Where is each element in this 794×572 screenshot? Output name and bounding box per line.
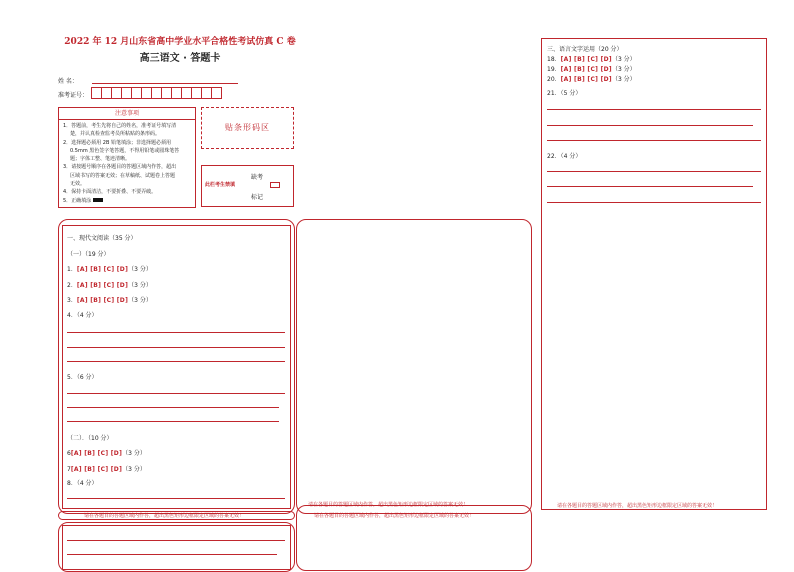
name-label: 姓 名： [58,78,78,85]
choice-options[interactable]: [A] [B] [C] [D] [70,466,123,473]
question-8: 8．（4 分） [67,480,98,487]
question-21: 21．（5 分） [547,90,582,97]
answer-line[interactable] [67,361,285,362]
answer-line[interactable] [547,125,753,126]
note-line: 2．选择题必须用 2B 铅笔填涂；非选择题必须用 [63,139,171,146]
note-line: 楚，并认真检查监考员所粘贴的条形码。 [70,131,161,138]
answer-line[interactable] [547,186,753,187]
warning-text: 请在各题目的答题区域内作答，超出黑色矩形边框限定区域的答案无效！ [84,513,245,519]
question-1[interactable]: 1．[A] [B] [C] [D]（3 分） [67,266,152,273]
question-18[interactable]: 18．[A] [B] [C] [D]（3 分） [547,56,636,63]
notes-box [58,107,196,208]
id-field[interactable] [92,87,222,99]
answer-line[interactable] [547,171,761,172]
part2-heading: （二）．（10 分） [67,435,113,442]
note-line: 区域书写的答案无效；在草稿纸、试题卷上答题 [70,172,176,179]
question-20[interactable]: 20．[A] [B] [C] [D]（3 分） [547,76,636,83]
choice-options[interactable]: [A] [B] [C] [D] [70,450,123,457]
choice-options[interactable]: [A] [B] [C] [D] [76,266,129,273]
answer-line[interactable] [67,407,279,408]
part1-heading: （一）（19 分） [67,251,110,258]
choice-options[interactable]: [A] [B] [C] [D] [560,76,612,83]
question-6[interactable]: 6[A] [B] [C] [D]（3 分） [67,450,146,457]
notes-heading: 注意事项 [59,108,195,120]
note-line: 3．请按题号顺序在各题目的答题区域内作答，超出 [63,164,177,171]
answer-line[interactable] [67,498,285,499]
absence-bottom-label: 标记 [251,194,264,201]
question-19[interactable]: 19．[A] [B] [C] [D]（3 分） [547,66,636,73]
id-label: 准考证号： [58,92,89,99]
answer-line[interactable] [67,554,277,555]
right-warning-text: 请在各题目的答题区域内作答，超出黑色矩形边框限定区域的答案无效！ [557,503,718,509]
absence-box [201,165,294,207]
middle-continue-warning: 请在各题目的答题区域内作答，超出黑色矩形边框限定区域的答案无效！ [314,513,475,519]
choice-options[interactable]: [A] [B] [C] [D] [560,66,612,73]
middle-warning-text: 请在各题目的答题区域内作答，超出黑色矩形边框限定区域的答案无效！ [308,502,469,508]
question-22: 22．（4 分） [547,153,582,160]
note-line: 题；字体工整、笔迹清晰。 [70,156,131,163]
question-7[interactable]: 7[A] [B] [C] [D]（3 分） [67,466,146,473]
question-5: 5．（6 分） [67,374,98,381]
choice-options[interactable]: [A] [B] [C] [D] [76,282,129,289]
filled-mark-sample-icon [93,198,103,202]
choice-options[interactable]: [A] [B] [C] [D] [560,56,612,63]
answer-line[interactable] [67,421,279,422]
note-line: 0.5mm 黑色签字笔答题，不得用铅笔或圆珠笔答 [70,147,180,154]
section1-heading: 一、现代文阅读（35 分） [67,235,137,242]
question-3[interactable]: 3．[A] [B] [C] [D]（3 分） [67,297,152,304]
answer-line[interactable] [547,140,761,141]
exam-title: 2022 年 12 月山东省高中学业水平合格性考试仿真 C 卷 [64,37,296,47]
answer-line[interactable] [67,540,285,541]
question-4: 4．（4 分） [67,312,98,319]
name-field[interactable] [92,83,238,84]
section1-continue-box [62,525,291,570]
section3-box [541,38,767,510]
barcode-area [201,107,294,149]
answer-line[interactable] [547,109,761,110]
notes-list [63,122,195,205]
section3-heading: 三、语言文字运用（20 分） [547,46,623,53]
barcode-label: 贴条形码区 [225,123,270,132]
note-line: 1．答题前，考生先将自己的姓名，准考证号填写清 [63,123,177,129]
note-line-fill: 5．正确填涂 [63,197,195,205]
middle-frame [296,219,532,514]
answer-line[interactable] [67,332,285,333]
card-subtitle: 高三语文 · 答题卡 [139,53,221,64]
absence-checkbox[interactable] [270,182,280,188]
question-2[interactable]: 2．[A] [B] [C] [D]（3 分） [67,282,152,289]
note-line: 4．保持卡面清洁，不要折叠、不要弄破。 [63,189,157,196]
answer-line[interactable] [67,347,285,348]
section1-box [62,225,291,509]
answer-line[interactable] [67,393,285,394]
absence-top-label: 缺考 [251,174,264,181]
absence-side-label: 此栏考生禁填 [205,182,236,188]
answer-line[interactable] [547,202,761,203]
note-line: 无效。 [70,181,86,188]
choice-options[interactable]: [A] [B] [C] [D] [76,297,129,304]
